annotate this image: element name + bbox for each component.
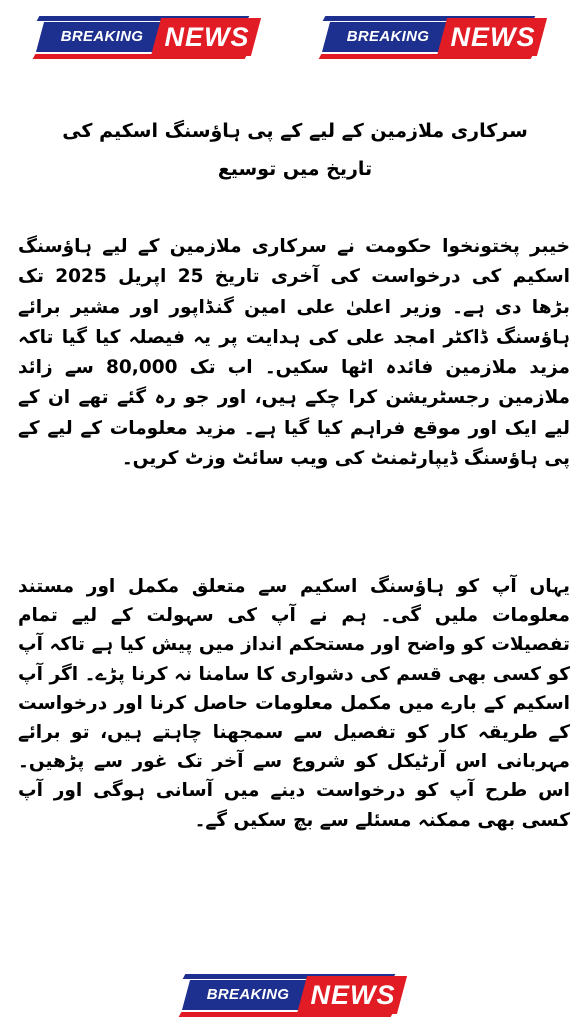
breaking-label: BREAKING [346, 28, 430, 45]
breaking-news-banner-top-right [318, 14, 546, 60]
breaking-news-banner-bottom [178, 972, 406, 1018]
breaking-news-banner-top-left [32, 14, 260, 60]
breaking-label: BREAKING [60, 28, 144, 45]
news-label: NEWS [164, 22, 250, 52]
article-paragraph-2: یہاں آپ کو ہاؤسنگ اسکیم سے متعلق مکمل اور مستند معلومات ملیں گی۔ ہم نے آپ کی سہولت کے لیے تمام تفصیلات کو واضح اور مستحکم انداز میں پیش کیا ہے تاکہ آپ کو کسی بھی قسم کی دشواری کا سامنا نہ کرنا پڑے۔ اگر آپ اسکیم کے بارے میں مکمل معلومات حاصل کرنا اور درخواست کے طریقہ کار کو تفصیل سے سمجھنا چاہتے ہیں، تو برائے مہربانی اس آرٹیکل کو شروع سے آخر تک غور سے پڑھیں۔ اس طرح آپ کو درخواست دینے میں آسانی ہوگی اور آپ کسی بھی ممکنہ مسئلے سے بچ سکیں گے۔ [18, 576, 570, 831]
breaking-label: BREAKING [206, 986, 290, 1003]
news-label: NEWS [310, 980, 396, 1010]
article-title: سرکاری ملازمین کے لیے کے پی ہاؤسنگ اسکیم کی تاریخ میں توسیع [62, 120, 528, 180]
article-paragraph-1: خیبر پختونخوا حکومت نے سرکاری ملازمین کے لیے ہاؤسنگ اسکیم کی درخواست کی آخری تاریخ 25 اپریل 2025 تک بڑھا دی ہے۔ وزیر اعلیٰ علی امین گنڈاپور اور مشیر برائے ہاؤسنگ ڈاکٹر امجد علی کی ہدایت پر یہ فیصلہ کیا گیا تاکہ مزید ملازمین فائدہ اٹھا سکیں۔ اب تک 80,000 سے زائد ملازمین رجسٹریشن کرا چکے ہیں، اور جو رہ گئے تھے ان کے لیے ایک اور موقع فراہم کیا گیا ہے۔ مزید معلومات کے لیے کے پی ہاؤسنگ ڈیپارٹمنٹ کی ویب سائٹ وزٹ کریں۔ [18, 236, 570, 470]
news-label: NEWS [450, 22, 536, 52]
